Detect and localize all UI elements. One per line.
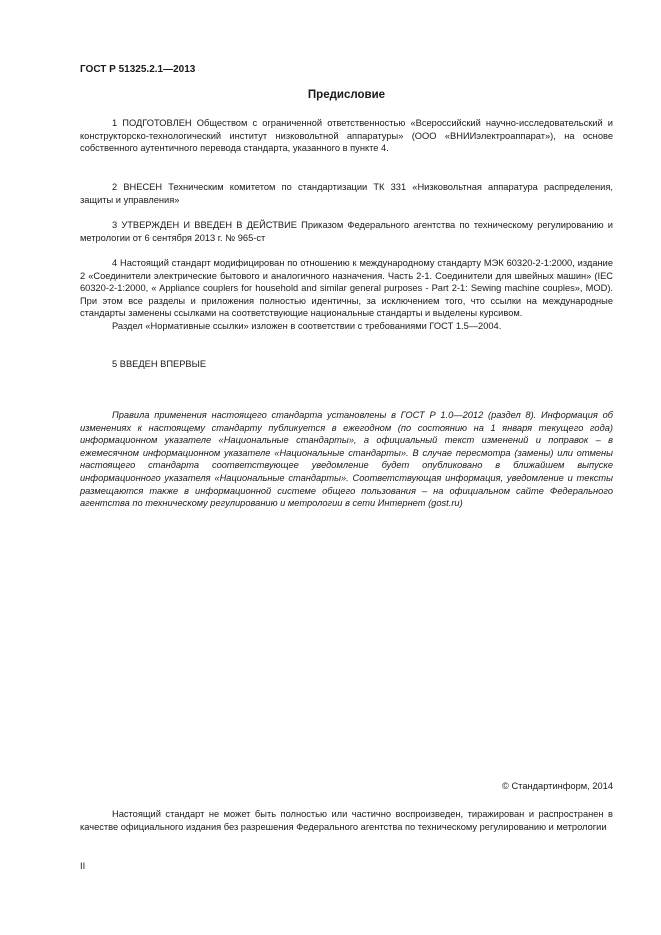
reproduction-notice-text: Настоящий стандарт не может быть полностью или частично воспроизведен, тиражирован и распространен в качестве официального издания без разрешения Федерального агентства по техническому регулированию и метрологии [80,809,613,832]
section-4 [80,257,613,333]
section-3-text: 3 УТВЕРЖДЕН И ВВЕДЕН В ДЕЙСТВИЕ Приказом Федерального агентства по техническому регулированию и метрологии от 6 сентября 2013 г. № 965-ст [80,220,613,243]
section-4-text: 4 Настоящий стандарт модифицирован по отношению к международному стандарту МЭК 60320-2-1:2000, издание 2 «Соединители электрические бытового и аналогичного назначения. Часть 2-1. Соединители для швейных машин» (IEC 60320-2-1:2000, « Appliance couplers for household and similar general purposes - Part 2-1: Sewing machine couples», MOD). При этом все разделы и приложения полностью идентичны, за исключением того, что ссылки на международные стандарты заменены ссылками на соответствующие национальные стандарты и выделены курсивом. [80,258,613,319]
page-title: Предисловие [307,89,386,101]
rules-notice-text: Правила применения настоящего стандарта установлены в ГОСТ Р 1.0—2012 (раздел 8). Информация об изменениях к настоящему стандарту публикуется в ежегодном (по состоянию на 1 января текущего года) информационном указателе «Национальные стандарты», а официальный текст изменений и поправок – в ежемесячном информационном указателе «Национальные стандарты». В случае пересмотра (замены) или отмены настоящего стандарта соответствующее уведомление будет опубликовано в ближайшем выпуске информационного указателя «Национальные стандарты». Соответствующая информация, уведомление и тексты размещаются также в информационной системе общего пользования – на официальном сайте Федерального агентства по техническому регулированию и метрологии в сети Интернет (gost.ru) [80,410,613,509]
section-1-text: 1 ПОДГОТОВЛЕН Обществом с ограниченной ответственностью «Всероссийский научно-исследовательский и конструкторско-технологический институт низковольтной аппаратуры» (ООО «ВНИИэлектроаппарат»), на основе собственного аутентичного перевода стандарта, указанного в пункте 4. [80,118,613,154]
reproduction-notice [80,808,613,833]
copyright: © Стандартинформ, 2014 [502,781,613,791]
section-2 [80,181,613,206]
section-1 [80,117,613,155]
section-5-text: 5 ВВЕДЕН ВПЕРВЫЕ [112,359,207,369]
rules-notice [80,409,613,510]
page-number: II [80,861,86,871]
section-2-text: 2 ВНЕСЕН Техническим комитетом по стандартизации ТК 331 «Низковольтная аппаратура распределения, защиты и управления» [80,182,613,205]
section-5 [80,358,613,371]
standard-code: ГОСТ Р 51325.2.1—2013 [80,64,196,75]
section-4-note: Раздел «Нормативные ссылки» изложен в соответствии с требованиями ГОСТ 1.5—2004. [112,320,502,331]
section-3 [80,219,613,244]
